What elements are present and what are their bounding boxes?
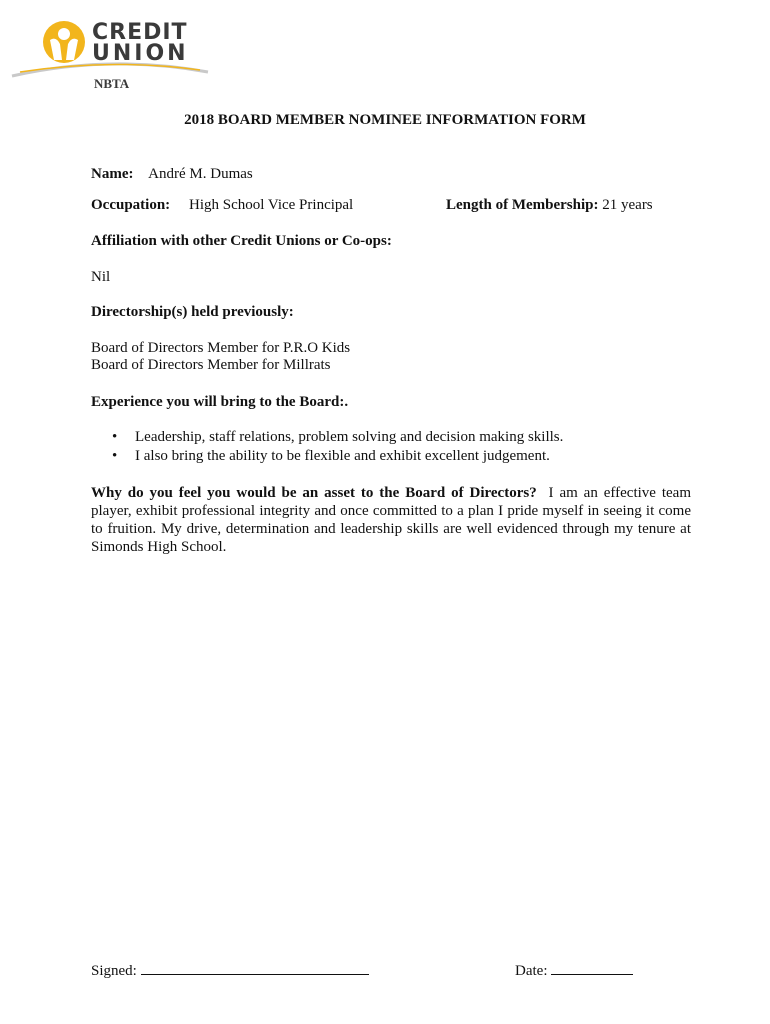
membership-label: Length of Membership: — [446, 197, 599, 213]
experience-heading: Experience you will bring to the Board:. — [91, 394, 349, 410]
signed-line[interactable] — [141, 960, 369, 975]
directorships-heading: Directorship(s) held previously: — [91, 304, 294, 320]
asset-paragraph — [91, 484, 691, 556]
asset-answer: I am an effective team player, exhibit professional integrity and once committed to a plan I pride myself in seeing it come to fruition. My drive, determination and leadership skills are well evidenced through my tenure at Simonds High School. — [91, 485, 691, 555]
signed-field — [91, 960, 369, 980]
logo-subtext: NBTA — [94, 76, 130, 91]
name-label: Name: — [91, 166, 134, 182]
credit-union-logo — [10, 14, 210, 94]
occupation-label: Occupation: — [91, 197, 171, 213]
experience-text: Leadership, staff relations, problem solving and decision making skills. — [135, 429, 564, 445]
directorship-item: Board of Directors Member for Millrats — [91, 357, 331, 373]
form-title: 2018 BOARD MEMBER NOMINEE INFORMATION FORM — [184, 112, 586, 128]
date-line[interactable] — [551, 960, 633, 975]
date-field — [515, 960, 633, 980]
experience-text: I also bring the ability to be flexible and exhibit excellent judgement. — [135, 448, 550, 464]
bullet-icon: • — [112, 448, 118, 464]
affiliation-value: Nil — [91, 269, 111, 285]
date-label: Date: — [515, 963, 548, 979]
occupation-value: High School Vice Principal — [189, 197, 354, 213]
name-value: André M. Dumas — [148, 166, 253, 182]
logo-text-credit: CREDIT — [92, 20, 188, 45]
experience-item — [91, 428, 563, 447]
name-field — [91, 166, 253, 183]
membership-field — [446, 197, 653, 214]
bullet-icon: • — [112, 429, 118, 445]
directorship-item: Board of Directors Member for P.R.O Kids — [91, 340, 351, 356]
occupation-field — [91, 197, 170, 214]
membership-value: 21 years — [602, 197, 653, 213]
logo-text-union: UNION — [92, 41, 189, 66]
experience-list — [91, 428, 563, 466]
asset-question: Why do you feel you would be an asset to the Board of Directors? — [91, 485, 537, 501]
experience-item — [91, 447, 563, 466]
affiliation-heading: Affiliation with other Credit Unions or Co-ops: — [91, 233, 392, 249]
signed-label: Signed: — [91, 963, 137, 979]
